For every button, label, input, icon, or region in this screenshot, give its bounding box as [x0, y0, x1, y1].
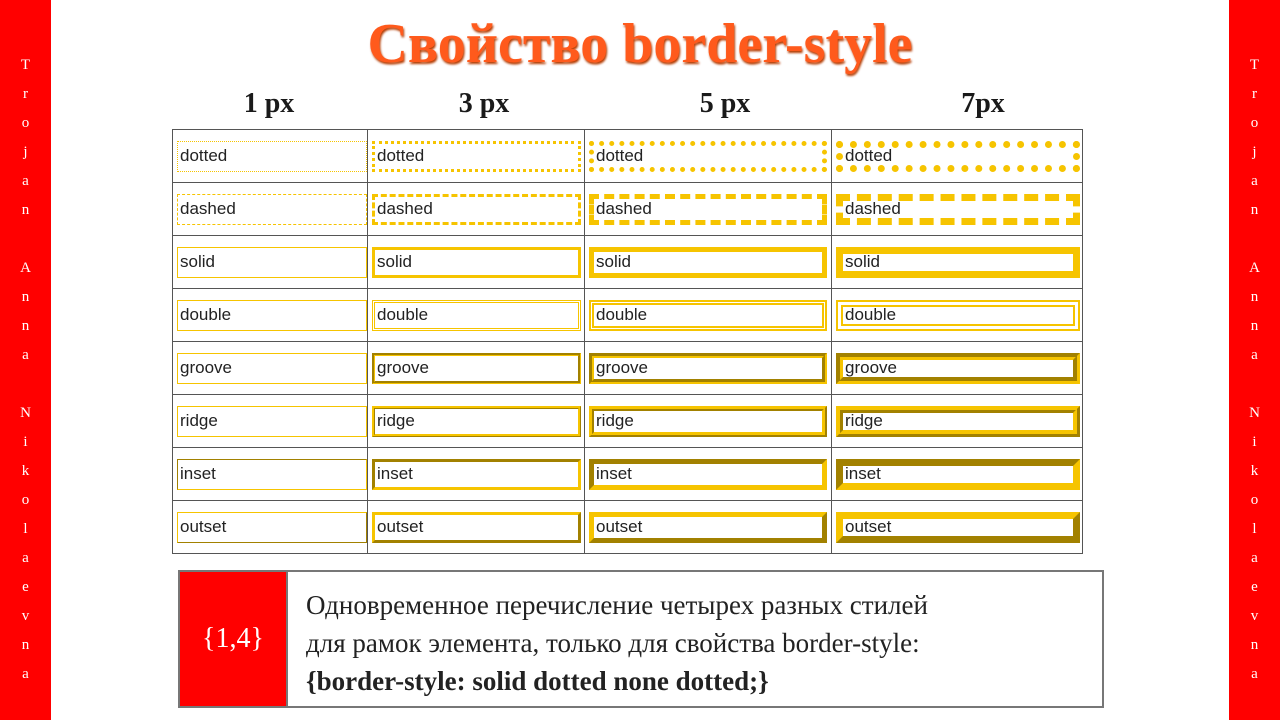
author-letter: j [1252, 144, 1257, 160]
author-letter: r [23, 86, 28, 102]
table-cell [368, 342, 585, 395]
border-sample-outset: outset [372, 512, 581, 543]
border-sample-groove: groove [836, 353, 1080, 384]
table-cell [173, 342, 368, 395]
border-sample-inset: inset [372, 459, 581, 490]
table-cell [585, 183, 832, 236]
author-letter: l [1252, 521, 1257, 537]
author-letter: a [22, 347, 29, 363]
author-letter: o [21, 492, 30, 508]
border-sample-dotted: dotted [372, 141, 581, 172]
author-letter: e [22, 579, 29, 595]
table-cell [368, 501, 585, 554]
table-cell [173, 448, 368, 501]
border-sample-dotted: dotted [836, 141, 1080, 172]
table-cell [585, 289, 832, 342]
table-cell [832, 448, 1083, 501]
border-sample-ridge: ridge [177, 406, 367, 437]
table-cell [832, 501, 1083, 554]
author-letter: a [22, 173, 29, 189]
note-box [178, 570, 1104, 708]
author-letter: i [1252, 434, 1257, 450]
table-row [173, 183, 1083, 236]
table-cell [368, 395, 585, 448]
border-sample-outset: outset [836, 512, 1080, 543]
border-sample-solid: solid [177, 247, 367, 278]
author-letter: a [1251, 173, 1258, 189]
table-row [173, 289, 1083, 342]
author-letter [0, 225, 51, 254]
note-line-2: для рамок элемента, только для свойства border-style: [306, 628, 920, 658]
table-cell [368, 448, 585, 501]
border-sample-double: double [372, 300, 581, 331]
table-row [173, 236, 1083, 289]
author-letter: e [1251, 579, 1258, 595]
author-letter: A [20, 260, 31, 276]
border-sample-groove: groove [372, 353, 581, 384]
border-sample-dashed: dashed [372, 194, 581, 225]
author-letter: a [1251, 666, 1258, 682]
table-cell [173, 130, 368, 183]
note-code: {border-style: solid dotted none dotted;} [306, 666, 769, 696]
author-letter: a [22, 550, 29, 566]
author-letter: n [1250, 637, 1259, 653]
table-cell [832, 183, 1083, 236]
table-row [173, 130, 1083, 183]
column-header-1px: 1 px [243, 88, 295, 119]
author-letter: N [1249, 405, 1260, 421]
right-author-vertical-text [1229, 51, 1280, 689]
author-letter: T [1249, 57, 1260, 73]
table-cell [832, 342, 1083, 395]
author-letter: r [1252, 86, 1257, 102]
table-cell [832, 130, 1083, 183]
table-cell [173, 236, 368, 289]
note-line-1: Одновременное перечисление четырех разных стилей [306, 590, 928, 620]
author-letter: n [21, 637, 30, 653]
table-cell [585, 236, 832, 289]
author-letter: v [1250, 608, 1259, 624]
border-sample-double: double [836, 300, 1080, 331]
author-letter: n [1250, 318, 1259, 334]
table-cell [368, 236, 585, 289]
column-header-7px: 7px [961, 88, 1005, 119]
table-cell [585, 395, 832, 448]
table-cell [173, 501, 368, 554]
author-letter: k [1250, 463, 1259, 479]
author-letter: o [1250, 115, 1259, 131]
border-sample-groove: groove [177, 353, 367, 384]
left-author-vertical-text [0, 51, 51, 689]
author-letter: o [1250, 492, 1259, 508]
author-letter: o [21, 115, 30, 131]
table-cell [173, 395, 368, 448]
author-letter [1229, 225, 1280, 254]
table-cell [832, 395, 1083, 448]
border-sample-solid: solid [372, 247, 581, 278]
border-sample-dashed: dashed [589, 194, 827, 225]
table-cell [173, 183, 368, 236]
author-letter: v [21, 608, 30, 624]
author-letter: n [21, 289, 30, 305]
border-sample-solid: solid [589, 247, 827, 278]
left-sidebar [0, 0, 51, 720]
border-sample-outset: outset [589, 512, 827, 543]
author-letter: i [23, 434, 28, 450]
border-sample-dotted: dotted [589, 141, 827, 172]
column-header-5px: 5 px [699, 88, 751, 119]
author-letter: A [1249, 260, 1260, 276]
column-header-3px: 3 px [458, 88, 510, 119]
table-row [173, 342, 1083, 395]
table-cell [832, 289, 1083, 342]
author-letter: n [21, 318, 30, 334]
slide-title: Свойство border-style [367, 13, 913, 75]
note-text [288, 572, 928, 706]
border-sample-ridge: ridge [589, 406, 827, 437]
border-sample-dashed: dashed [836, 194, 1080, 225]
border-sample-dotted: dotted [177, 141, 367, 172]
border-sample-inset: inset [836, 459, 1080, 490]
table-row [173, 501, 1083, 554]
border-sample-ridge: ridge [836, 406, 1080, 437]
table-cell [585, 342, 832, 395]
author-letter: T [20, 57, 31, 73]
border-sample-inset: inset [177, 459, 367, 490]
border-sample-ridge: ridge [372, 406, 581, 437]
border-sample-dashed: dashed [177, 194, 367, 225]
table-cell [832, 236, 1083, 289]
author-letter: a [1251, 347, 1258, 363]
author-letter [0, 370, 51, 399]
border-style-table [172, 129, 1083, 554]
author-letter: n [1250, 289, 1259, 305]
table-row [173, 448, 1083, 501]
table-cell [585, 448, 832, 501]
author-letter [1229, 370, 1280, 399]
author-letter: l [23, 521, 28, 537]
border-sample-outset: outset [177, 512, 367, 543]
border-sample-groove: groove [589, 353, 827, 384]
author-letter: a [1251, 550, 1258, 566]
table-cell [585, 130, 832, 183]
author-letter: a [22, 666, 29, 682]
border-sample-double: double [589, 300, 827, 331]
note-label: {1,4} [180, 572, 288, 706]
author-letter: N [20, 405, 31, 421]
table-row [173, 395, 1083, 448]
table-cell [368, 183, 585, 236]
right-sidebar [1229, 0, 1280, 720]
table-cell [173, 289, 368, 342]
border-sample-solid: solid [836, 247, 1080, 278]
author-letter: j [23, 144, 28, 160]
author-letter: k [21, 463, 30, 479]
author-letter: n [21, 202, 30, 218]
border-sample-inset: inset [589, 459, 827, 490]
table-cell [368, 130, 585, 183]
author-letter: n [1250, 202, 1259, 218]
table-cell [585, 501, 832, 554]
table-cell [368, 289, 585, 342]
border-sample-double: double [177, 300, 367, 331]
